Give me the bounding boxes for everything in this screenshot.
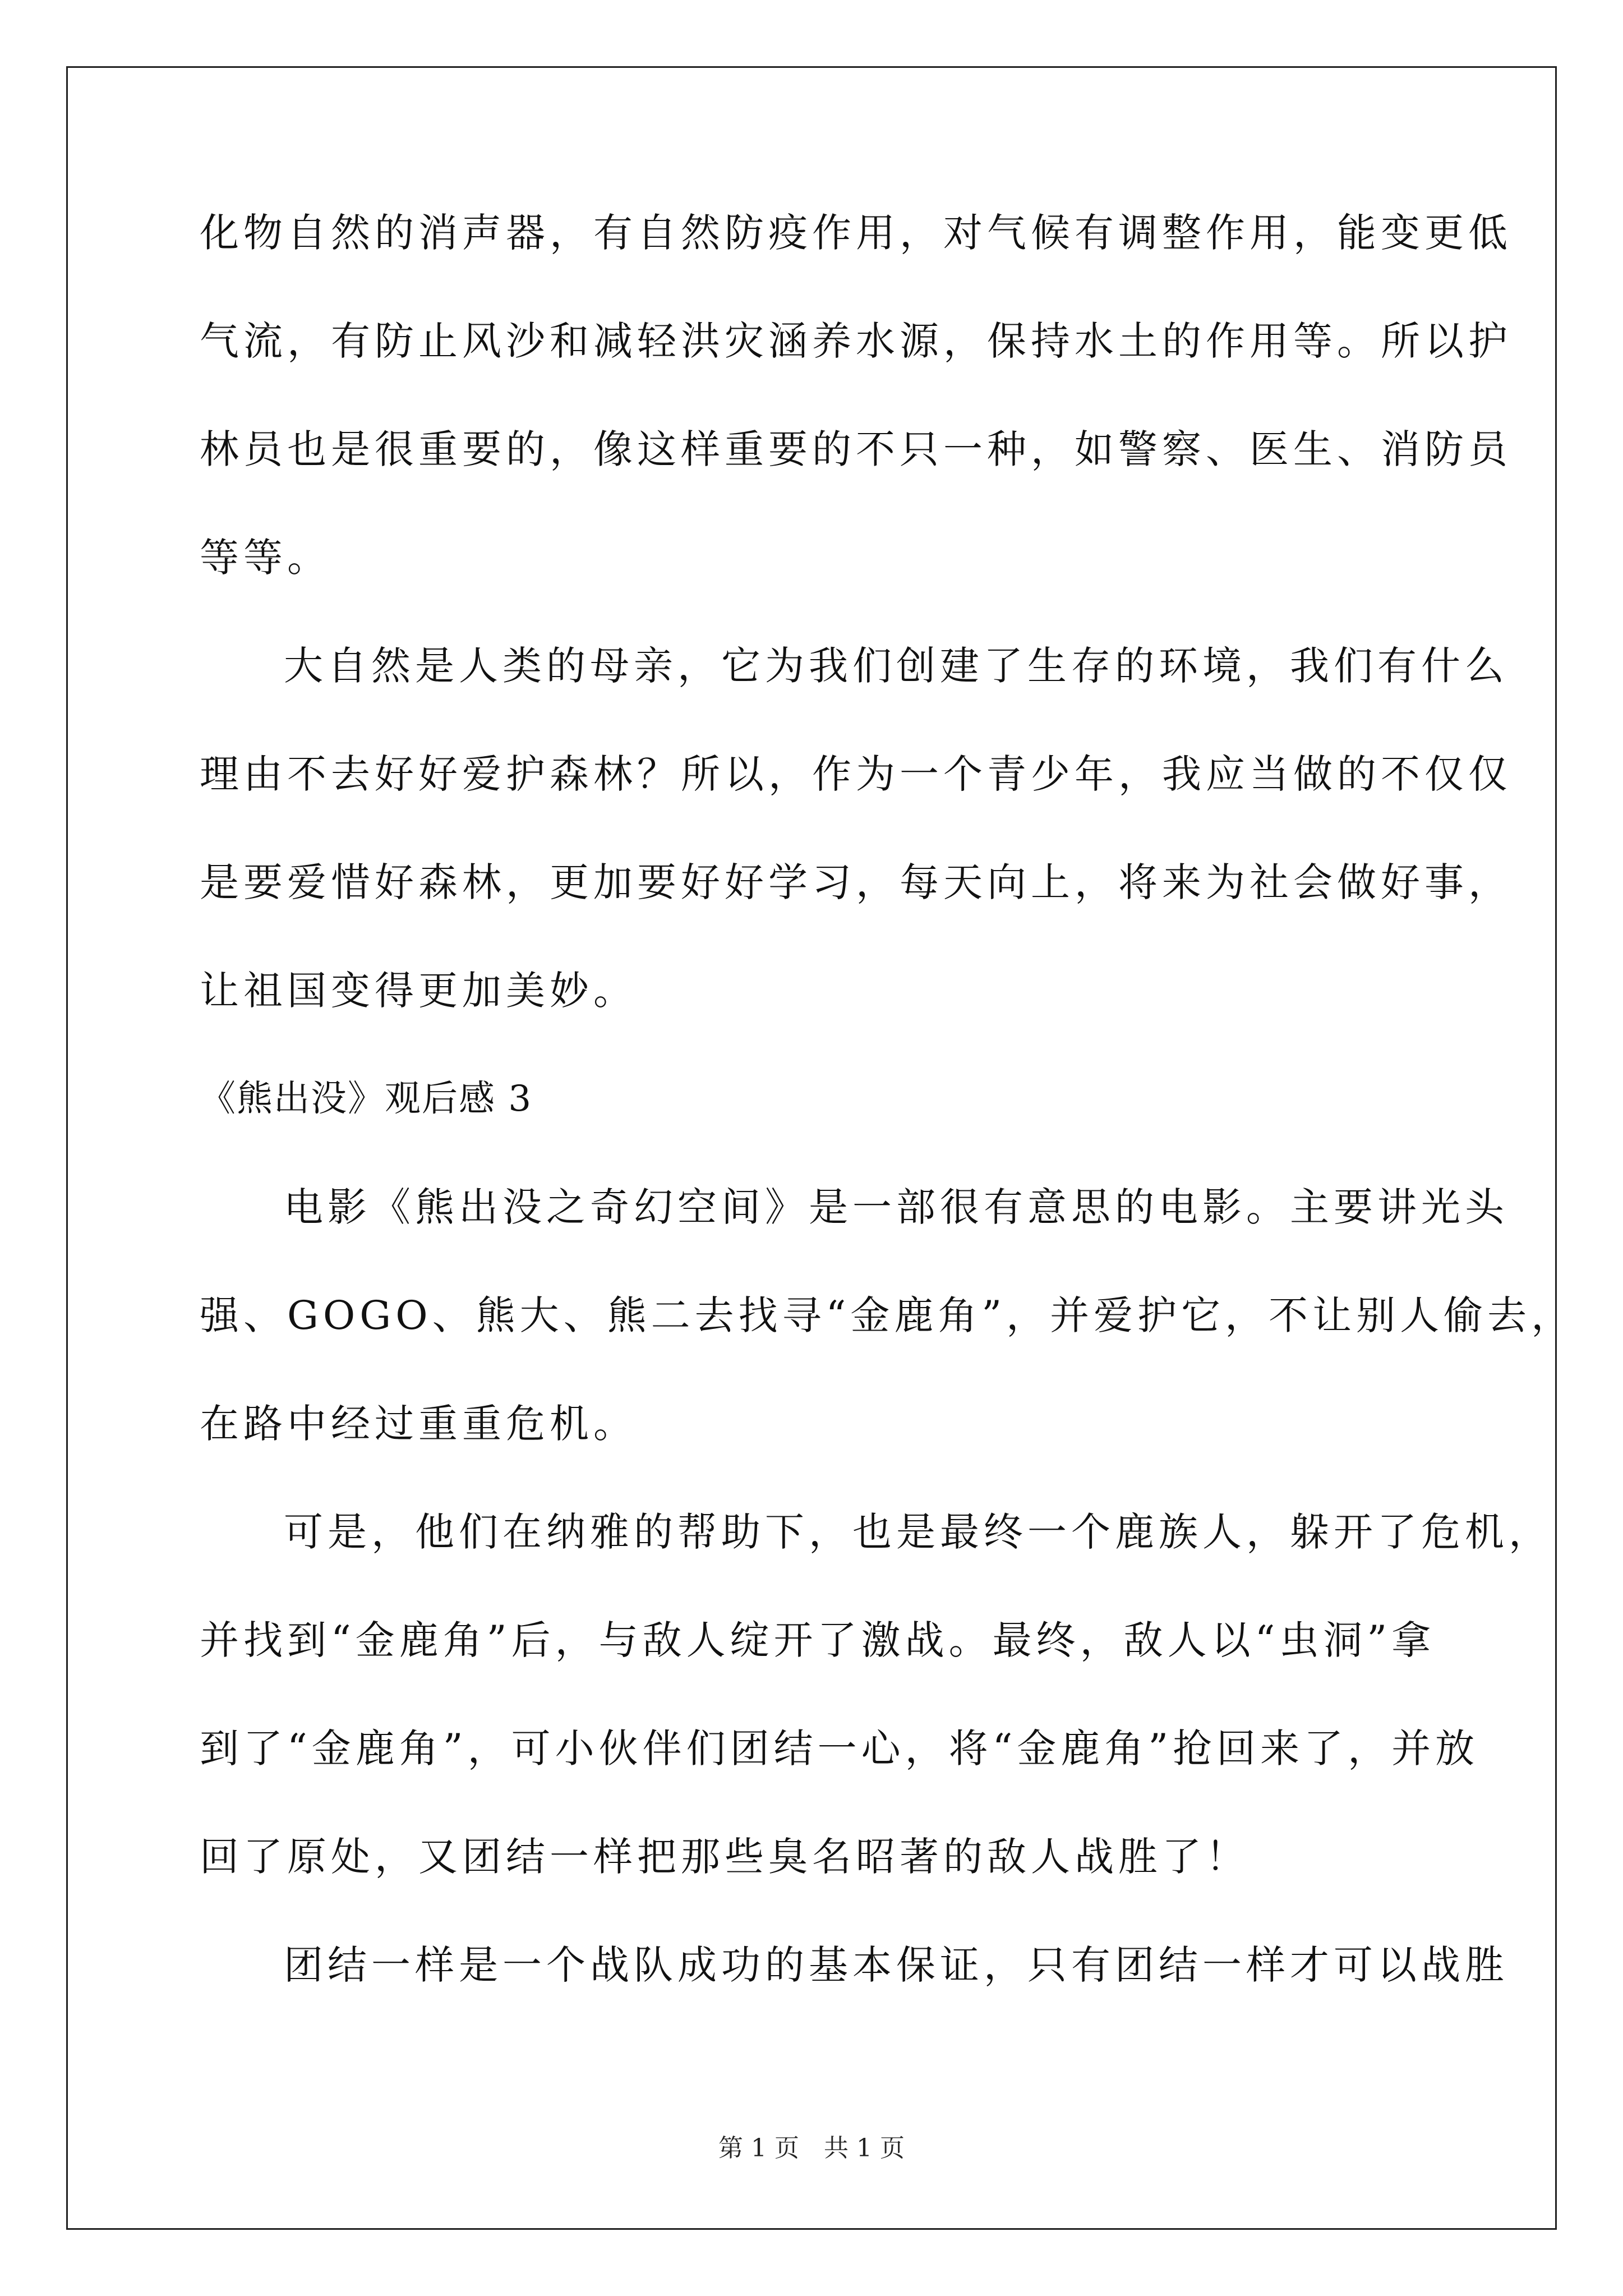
paragraph-first-line: 团结一样是一个战队成功的基本保证，只有团结一样才可以战胜	[284, 1942, 1509, 1988]
page-border	[66, 66, 1557, 2230]
text-line: 气流，有防止风沙和减轻洪灾涵养水源，保持水土的作用等。所以护	[200, 318, 1512, 364]
text-line: 林员也是很重要的，像这样重要的不只一种，如警察、医生、消防员	[200, 426, 1512, 472]
text-line: 让祖国变得更加美妙。	[200, 968, 637, 1014]
text-line: 强、GOGO、熊大、熊二去找寻“金鹿角”，并爱护它，不让别人偷去，	[200, 1292, 1575, 1338]
text-line: 回了原处，又团结一样把那些臭名昭著的敌人战胜了！	[200, 1834, 1249, 1880]
section-heading: 《熊出没》观后感 3	[200, 1078, 533, 1120]
text-line: 到了“金鹿角”，可小伙伴们团结一心，将“金鹿角”抢回来了，并放	[200, 1726, 1479, 1772]
text-line: 等等。	[200, 535, 331, 581]
paragraph-first-line: 可是，他们在纳雅的帮助下，也是最终一个鹿族人，躲开了危机，	[284, 1509, 1552, 1555]
paragraph-first-line: 大自然是人类的母亲，它为我们创建了生存的环境，我们有什么	[284, 643, 1509, 689]
paragraph-first-line: 电影《熊出没之奇幻空间》是一部很有意思的电影。主要讲光头	[284, 1184, 1509, 1230]
text-line: 并找到“金鹿角”后，与敌人绽开了激战。最终，敌人以“虫洞”拿	[200, 1617, 1436, 1663]
text-line: 理由不去好好爱护森林？所以，作为一个青少年，我应当做的不仅仅	[200, 751, 1512, 797]
text-line: 是要爱惜好森林，更加要好好学习，每天向上，将来为社会做好事，	[200, 859, 1512, 905]
text-line: 化物自然的消声器，有自然防疫作用，对气候有调整作用，能变更低	[200, 210, 1512, 256]
page-footer: 第 1 页 共 1 页	[718, 2134, 905, 2162]
text-line: 在路中经过重重危机。	[200, 1401, 637, 1447]
